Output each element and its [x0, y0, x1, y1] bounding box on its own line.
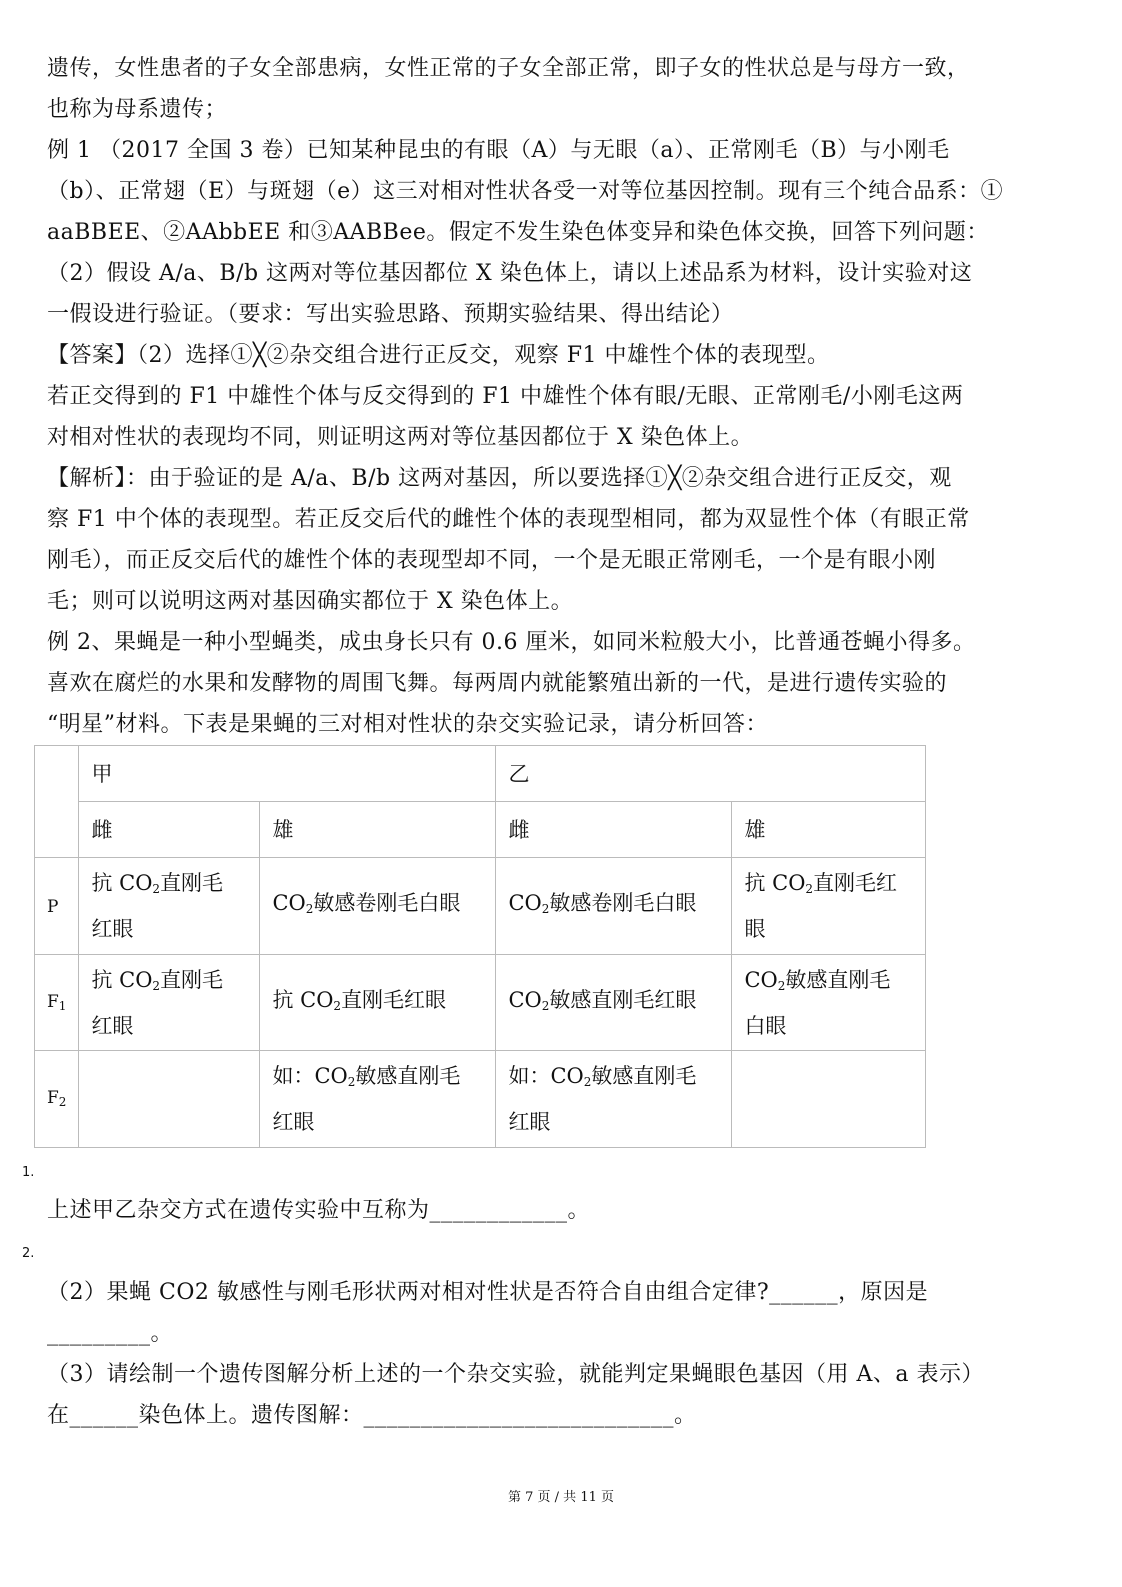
cell-p-yi-male: 抗 $CO_2$直刚毛红 眼 [732, 858, 926, 955]
cell-f1-yi-male: $CO_2$敏感直刚毛 白眼 [732, 955, 926, 1051]
question-number-2: 2. [22, 1246, 35, 1261]
paragraph-line: 毛；则可以说明这两对基因确实都位于 X 染色体上。 [47, 589, 574, 614]
row-label-f2: $F_2$ [35, 1051, 79, 1148]
question-3-text: （3）请绘制一个遗传图解分析上述的一个杂交实验，就能判定果蝇眼色基因（用 A、a 表示） [47, 1362, 984, 1387]
paragraph-line: 【答案】（2）选择①╳②杂交组合进行正反交，观察 F1 中雄性个体的表现型。 [47, 343, 830, 368]
table-row-p [35, 858, 926, 955]
paragraph-line: 例 1 （2017 全国 3 卷）已知某种昆虫的有眼（A）与无眼（a）、正常刚毛（B）与小刚毛 [47, 138, 950, 163]
header-group-jia: 甲 [79, 746, 496, 802]
paragraph-line: 察 F1 中个体的表现型。若正反交后代的雌性个体的表现型相同，都为双显性个体（有眼正常 [47, 507, 970, 532]
paragraph-line: 喜欢在腐烂的水果和发酵物的周围飞舞。每两周内就能繁殖出新的一代，是进行遗传实验的 [47, 671, 948, 696]
table-row-f1 [35, 955, 926, 1051]
cell-f2-yi-male [732, 1051, 926, 1148]
header-group-yi: 乙 [496, 746, 926, 802]
paragraph-line: 也称为母系遗传； [47, 97, 228, 122]
paragraph-line: “明星”材料。下表是果蝇的三对相对性状的杂交实验记录，请分析回答： [47, 712, 768, 737]
header-yi-female: 雌 [496, 802, 732, 858]
row-label-p: P [35, 858, 79, 955]
question-3-text-cont: 在______染色体上。遗传图解：___________________________。 [47, 1403, 697, 1428]
question-2-text: （2）果蝇 CO2 敏感性与刚毛形状两对相对性状是否符合自由组合定律?______，原因是 [47, 1280, 929, 1305]
cell-p-jia-male: $CO_2$敏感卷刚毛白眼 [260, 858, 496, 955]
question-number-1: 1. [22, 1165, 35, 1180]
cell-p-jia-female: 抗 $CO_2$直刚毛 红眼 [79, 858, 260, 955]
cell-f2-jia-female [79, 1051, 260, 1148]
cell-f1-yi-female: $CO_2$敏感直刚毛红眼 [496, 955, 732, 1051]
table-row-f2 [35, 1051, 926, 1148]
paragraph-line: （2）假设 A/a、B/b 这两对等位基因都位 X 染色体上，请以上述品系为材料，设计实验对这 [47, 261, 973, 286]
cell-f2-jia-male: 如：$CO_2$敏感直刚毛 红眼 [260, 1051, 496, 1148]
paragraph-line: 若正交得到的 F1 中雄性个体与反交得到的 F1 中雄性个体有眼/无眼、正常刚毛/小刚毛这两 [47, 384, 964, 409]
paragraph-line: 对相对性状的表现均不同，则证明这两对等位基因都位于 X 染色体上。 [47, 425, 754, 450]
cell-p-yi-female: $CO_2$敏感卷刚毛白眼 [496, 858, 732, 955]
cross-experiment-table [34, 745, 926, 1148]
paragraph-line: aaBBEE、②AAbbEE 和③AABBee。假定不发生染色体变异和染色体交换，回答下列问题： [47, 220, 989, 245]
question-2-text-cont: _________。 [47, 1321, 174, 1346]
paragraph-line: 刚毛），而正反交后代的雄性个体的表现型却不同，一个是无眼正常刚毛，一个是有眼小刚 [47, 548, 937, 573]
paragraph-line: 遗传，女性患者的子女全部患病，女性正常的子女全部正常，即子女的性状总是与母方一致， [47, 56, 970, 81]
question-1-text: 上述甲乙杂交方式在遗传实验中互称为____________。 [47, 1198, 591, 1223]
cell-f2-yi-female: 如：$CO_2$敏感直刚毛 红眼 [496, 1051, 732, 1148]
header-jia-female: 雌 [79, 802, 260, 858]
paragraph-line: 例 2、果蝇是一种小型蝇类，成虫身长只有 0.6 厘米，如同米粒般大小，比普通苍蝇小得多。 [47, 630, 976, 655]
cell-f1-jia-female: 抗 $CO_2$直刚毛 红眼 [79, 955, 260, 1051]
header-yi-male: 雄 [732, 802, 926, 858]
row-label-f1: $F_1$ [35, 955, 79, 1051]
header-jia-male: 雄 [260, 802, 496, 858]
paragraph-line: （b）、正常翅（E）与斑翅（e）这三对相对性状各受一对等位基因控制。现有三个纯合品系：① [47, 179, 1004, 204]
cell-f1-jia-male: 抗 $CO_2$直刚毛红眼 [260, 955, 496, 1051]
table-corner-cell [35, 746, 79, 858]
page-footer: 第 7 页 / 共 11 页 [508, 1490, 614, 1505]
paragraph-line: 【解析】：由于验证的是 A/a、B/b 这两对基因，所以要选择①╳②杂交组合进行正反交，观 [47, 466, 952, 491]
paragraph-line: 一假设进行验证。（要求：写出实验思路、预期实验结果、得出结论） [47, 302, 734, 327]
